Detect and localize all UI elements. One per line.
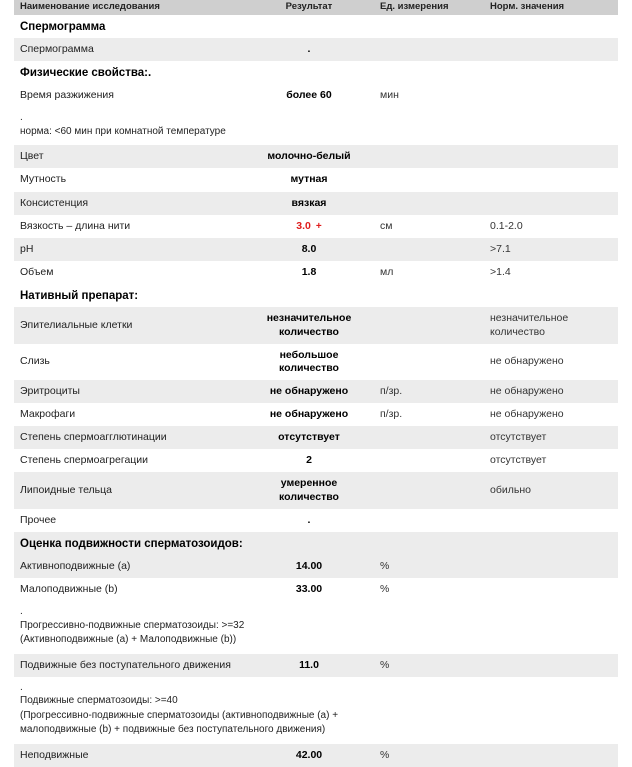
note-progressive-line2: (Активноподвижные (a) + Малоподвижные (b)) [20, 634, 237, 645]
row-other-unit [374, 509, 484, 532]
table-row [14, 472, 618, 508]
row-liquefaction-name: Время разжижения [14, 84, 244, 107]
row-immotile-unit: % [374, 744, 484, 767]
row-active-unit: % [374, 555, 484, 578]
note-progressive-dot: . [20, 606, 23, 617]
row-viscosity-result [244, 215, 374, 239]
table-row [14, 578, 618, 601]
row-macrophages-result: не обнаружено [244, 403, 374, 426]
row-consistency-result: вязкая [244, 192, 374, 215]
table-row [14, 192, 618, 215]
row-spermogramma-sub-unit [374, 38, 484, 61]
row-other-result: . [244, 509, 374, 532]
row-erythrocytes-unit: п/зр. [374, 380, 484, 403]
row-mucus-unit [374, 344, 484, 380]
section-motility-label: Оценка подвижности сперматозоидов: [14, 532, 618, 555]
row-color-name: Цвет [14, 145, 244, 168]
row-macrophages-norm: не обнаружено [484, 403, 618, 426]
row-other-name: Прочее [14, 509, 244, 532]
row-immotile-result: 42.00 [244, 744, 374, 767]
row-nonprogressive-norm [484, 654, 618, 677]
row-liquefaction-result: более 60 [244, 84, 374, 107]
row-liquefaction-unit: мин [374, 84, 484, 107]
row-agglutination-norm: отсутствует [484, 426, 618, 449]
row-slow-name: Малоподвижные (b) [14, 578, 244, 601]
row-slow-result: 33.00 [244, 578, 374, 601]
table-row [14, 145, 618, 168]
row-viscosity-name: Вязкость – длина нити [14, 215, 244, 239]
row-volume-norm: >1.4 [484, 261, 618, 284]
table-row [14, 307, 618, 343]
row-ph-name: pH [14, 238, 244, 261]
row-epithelial-norm: незначительное количество [484, 307, 618, 343]
row-volume-unit: мл [374, 261, 484, 284]
note-liquefaction-text: норма: <60 мин при комнатной температуре [20, 125, 226, 137]
abnormal-flag-icon: + [315, 220, 322, 232]
row-turbidity-name: Мутность [14, 168, 244, 191]
row-liquefaction-norm [484, 84, 618, 107]
row-lipoid-norm: обильно [484, 472, 618, 508]
row-color-norm [484, 145, 618, 168]
note-liquefaction-dot: . [20, 112, 23, 124]
row-mucus-norm: не обнаружено [484, 344, 618, 380]
row-consistency-name: Консистенция [14, 192, 244, 215]
row-viscosity-unit: см [374, 215, 484, 239]
row-macrophages-unit: п/зр. [374, 403, 484, 426]
row-slow-norm [484, 578, 618, 601]
section-motility [14, 532, 618, 555]
table-row [14, 261, 618, 284]
note-motile-line2: (Прогрессивно-подвижные сперматозоиды (активноподвижные (a) + [20, 709, 339, 721]
note-progressive-line1: Прогрессивно-подвижные сперматозоиды: >=32 [20, 619, 245, 631]
table-row [14, 38, 618, 61]
note-progressive [14, 601, 618, 654]
table-row [14, 449, 618, 472]
row-mucus-name: Слизь [14, 344, 244, 380]
table-row [14, 744, 618, 767]
row-active-result: 14.00 [244, 555, 374, 578]
table-row [14, 168, 618, 191]
section-native [14, 284, 618, 307]
row-ph-norm: >7.1 [484, 238, 618, 261]
header-unit: Ед. измерения [374, 0, 484, 15]
table-row [14, 555, 618, 578]
row-immotile-name: Неподвижные [14, 744, 244, 767]
row-erythrocytes-name: Эритроциты [14, 380, 244, 403]
row-mucus-result: небольшое количество [244, 344, 374, 380]
row-color-unit [374, 145, 484, 168]
table-row [14, 403, 618, 426]
table-row [14, 215, 618, 239]
section-native-label: Нативный препарат: [14, 284, 618, 307]
row-active-norm [484, 555, 618, 578]
row-ph-unit [374, 238, 484, 261]
section-spermogramma-label: Спермограмма [14, 15, 618, 38]
lab-results-table [14, 0, 618, 767]
row-aggregation-unit [374, 449, 484, 472]
row-turbidity-result: мутная [244, 168, 374, 191]
note-motile [14, 677, 618, 744]
table-row [14, 380, 618, 403]
row-volume-result: 1.8 [244, 261, 374, 284]
header-name: Наименование исследования [14, 0, 244, 15]
row-lipoid-unit [374, 472, 484, 508]
row-erythrocytes-norm: не обнаружено [484, 380, 618, 403]
header-norm: Норм. значения [484, 0, 618, 15]
row-erythrocytes-result: не обнаружено [244, 380, 374, 403]
row-other-norm [484, 509, 618, 532]
note-motile-dot: . [20, 681, 23, 693]
row-consistency-unit [374, 192, 484, 215]
table-row [14, 84, 618, 107]
header-result: Результат [244, 0, 374, 15]
row-turbidity-unit [374, 168, 484, 191]
table-row [14, 344, 618, 380]
table-row [14, 238, 618, 261]
row-nonprogressive-result: 11.0 [244, 654, 374, 677]
row-aggregation-norm: отсутствует [484, 449, 618, 472]
table-row [14, 654, 618, 677]
section-physical [14, 61, 618, 84]
row-immotile-norm [484, 744, 618, 767]
row-slow-unit: % [374, 578, 484, 601]
row-consistency-norm [484, 192, 618, 215]
row-lipoid-result: умеренное количество [244, 472, 374, 508]
row-lipoid-name: Липоидные тельца [14, 472, 244, 508]
row-volume-name: Объем [14, 261, 244, 284]
row-spermogramma-sub-name: Спермограмма [14, 38, 244, 61]
row-aggregation-result: 2 [244, 449, 374, 472]
row-viscosity-norm: 0.1-2.0 [484, 215, 618, 239]
row-epithelial-name: Эпителиальные клетки [14, 307, 244, 343]
note-motile-line1: Подвижные сперматозоиды: >=40 [20, 695, 178, 707]
row-aggregation-name: Степень спермоагрегации [14, 449, 244, 472]
section-spermogramma [14, 15, 618, 38]
table-row [14, 426, 618, 449]
row-agglutination-result: отсутствует [244, 426, 374, 449]
row-color-result: молочно-белый [244, 145, 374, 168]
note-liquefaction [14, 107, 618, 145]
row-spermogramma-sub-result: . [244, 38, 374, 61]
row-agglutination-unit [374, 426, 484, 449]
row-agglutination-name: Степень спермоагглютинации [14, 426, 244, 449]
note-motile-line3: малоподвижные (b) + подвижные без поступательного движения) [20, 724, 326, 736]
row-macrophages-name: Макрофаги [14, 403, 244, 426]
row-turbidity-norm [484, 168, 618, 191]
row-epithelial-result: незначительное количество [244, 307, 374, 343]
row-nonprogressive-unit: % [374, 654, 484, 677]
row-spermogramma-sub-norm [484, 38, 618, 61]
row-active-name: Активноподвижные (a) [14, 555, 244, 578]
section-physical-label: Физические свойства:. [14, 61, 618, 84]
table-row [14, 509, 618, 532]
row-nonprogressive-name: Подвижные без поступательного движения [14, 654, 244, 677]
table-header-row [14, 0, 618, 15]
row-ph-result: 8.0 [244, 238, 374, 261]
row-epithelial-unit [374, 307, 484, 343]
row-viscosity-value: 3.0 [296, 219, 311, 232]
